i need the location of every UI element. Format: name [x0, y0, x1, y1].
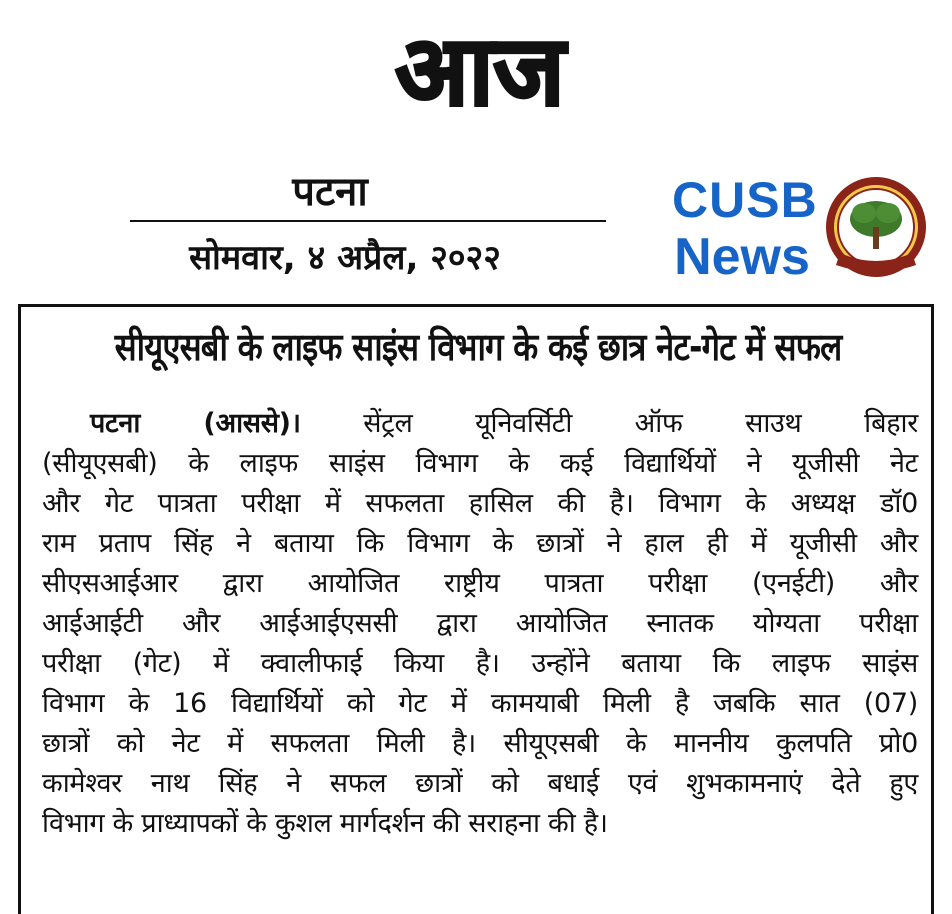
article-headline: सीयूएसबी के लाइफ साइंस विभाग के कई छात्र नेट-गेट में सफल [114, 325, 842, 369]
masthead-logo [345, 12, 615, 122]
article-line-text: सेंट्रल यूनिवर्सिटी ऑफ साउथ बिहार [363, 408, 918, 439]
newspaper-masthead [345, 12, 615, 122]
article-line: विभाग के 16 विद्यार्थियों को गेट में कामयाबी मिली है जबकि सात (07) [42, 688, 918, 719]
article-line: राम प्रताप सिंह ने बताया कि विभाग के छात्रों ने हाल ही में यूजीसी और [42, 528, 918, 559]
article-line: विभाग के प्राध्यापकों के कुशल मार्गदर्शन की सराहना की है। [42, 808, 608, 839]
article-line: आईआईटी और आईआईएससी द्वारा आयोजित स्नातक योग्यता परीक्षा [42, 608, 918, 639]
article-line: कामेश्वर नाथ सिंह ने सफल छात्रों को बधाई एवं शुभकामनाएं देते हुए [42, 768, 918, 799]
article-line: और गेट पात्रता परीक्षा में सफलता हासिल की है। विभाग के अध्यक्ष डॉ0 [42, 488, 918, 519]
brand-line-1: CUSB [672, 172, 818, 228]
article-line: छात्रों को नेट में सफलता मिली है। सीयूएसबी के माननीय कुलपति प्रो0 [42, 728, 918, 759]
date-divider [130, 220, 606, 222]
article-body [42, 404, 918, 844]
masthead-title: आज [395, 15, 565, 122]
article-line [42, 404, 918, 444]
cusb-news-brand [672, 172, 818, 286]
edition-city: पटना [292, 169, 368, 215]
university-seal-tree-icon [820, 175, 932, 287]
edition-date: सोमवार, ४ अप्रैल, २०२२ [189, 238, 501, 278]
article-line: (सीयूएसबी) के लाइफ साइंस विभाग के कई विद्यार्थियों ने यूजीसी नेट [42, 448, 918, 479]
article-line: सीएसआईआर द्वारा आयोजित राष्ट्रीय पात्रता परीक्षा (एनईटी) और [42, 568, 918, 599]
brand-line-2: News [674, 228, 810, 286]
article-line: परीक्षा (गेट) में क्वालीफाई किया है। उन्होंने बताया कि लाइफ साइंस [42, 648, 918, 679]
article-dateline: पटना (आससे)। [90, 408, 301, 439]
